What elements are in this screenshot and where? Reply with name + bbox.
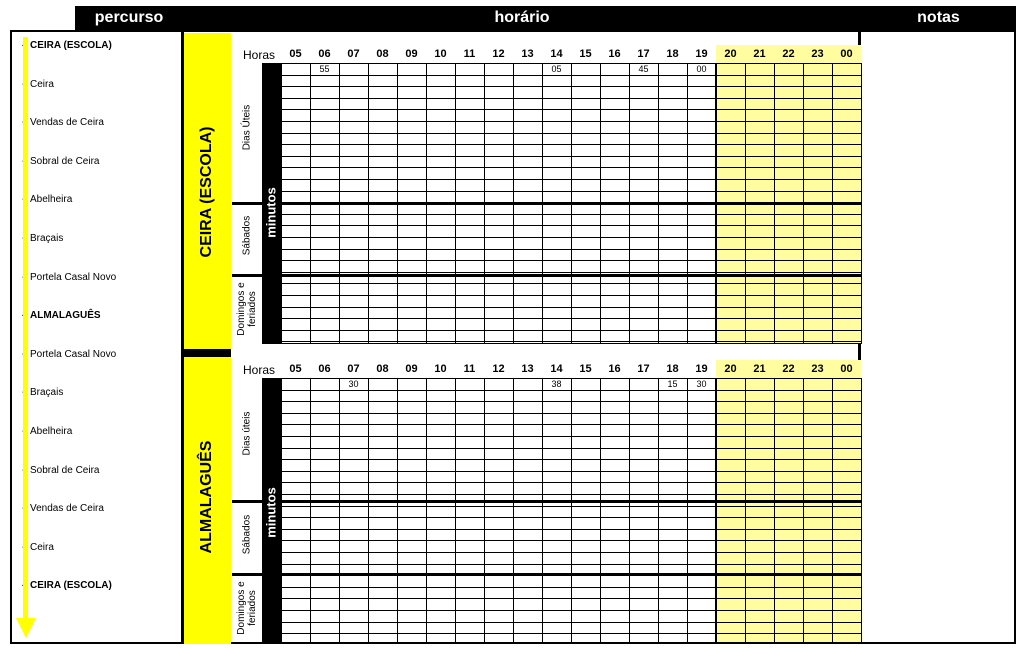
grid-row-line — [281, 86, 861, 87]
hour-header: 20 — [724, 363, 737, 375]
grid-row-line — [281, 529, 861, 530]
hour-header: 07 — [347, 363, 360, 375]
grid-col-line — [339, 378, 340, 643]
hours-label: Horas — [243, 363, 276, 377]
direction-title: CEIRA (ESCOLA) — [198, 126, 215, 258]
hour-header: 12 — [492, 48, 505, 60]
grid-col-line — [368, 378, 369, 643]
stop-name: Sobral de Ceira — [30, 155, 100, 167]
section-separator — [184, 349, 231, 357]
stop-name: Portela Casal Novo — [30, 348, 117, 360]
departure-minute: 15 — [667, 379, 678, 389]
grid-row-line — [281, 167, 861, 168]
route-stop — [22, 310, 101, 321]
grid-col-line — [281, 378, 282, 643]
direction-title: ALMALAGUÊS — [198, 440, 215, 554]
grid-col-line — [803, 378, 804, 643]
hour-header: 05 — [289, 48, 302, 60]
grid-row-line — [281, 98, 861, 99]
stop-name: Sobral de Ceira — [30, 464, 100, 476]
grid-col-line — [600, 378, 601, 643]
route-stop — [22, 233, 63, 244]
grid-row-line — [281, 75, 861, 76]
grid-col-line — [832, 378, 833, 643]
route-arrow-head — [16, 618, 36, 638]
header-notas-label: notas — [917, 9, 960, 26]
grid-row-line — [281, 109, 861, 110]
grid-col-line — [310, 378, 311, 643]
period-separator — [232, 500, 861, 503]
stop-name: Braçais — [30, 233, 64, 244]
header-percurso-label: percurso — [94, 9, 164, 26]
period-label: Domingos e feriados — [236, 282, 258, 336]
hour-header: 14 — [550, 48, 563, 60]
departure-minute: 30 — [348, 379, 359, 389]
hour-header: 21 — [753, 363, 766, 375]
hour-header: 22 — [782, 48, 795, 60]
grid-row-line — [281, 622, 861, 623]
hour-header: 13 — [521, 48, 534, 60]
grid-col-line — [716, 378, 717, 643]
route-stop — [22, 465, 99, 476]
route-stop — [22, 426, 72, 437]
hour-header: 00 — [840, 48, 853, 60]
grid-row-line — [281, 448, 861, 449]
grid-col-line — [513, 378, 514, 643]
grid-col-line — [861, 63, 862, 344]
grid-row-line — [281, 506, 861, 507]
hour-header: 13 — [521, 363, 534, 375]
hour-header: 19 — [695, 48, 708, 60]
route-stop — [22, 580, 112, 591]
grid-row-line — [281, 283, 861, 284]
grid-row-line — [281, 179, 861, 180]
stop-name: Abelheira — [30, 426, 73, 437]
header-horario-label: horário — [494, 9, 550, 26]
grid-row-line — [281, 552, 861, 553]
period-label: Dias Úteis — [241, 104, 253, 150]
grid-row-line — [281, 249, 861, 250]
grid-row-line — [281, 237, 861, 238]
grid-row-line — [281, 587, 861, 588]
period-separator — [232, 573, 861, 576]
period-label: Sábados — [241, 514, 253, 554]
hour-header: 09 — [405, 363, 418, 375]
grid-row-line — [281, 401, 861, 402]
minutos-label: minutos — [263, 487, 279, 538]
route-stop — [22, 117, 104, 128]
grid-col-line — [861, 378, 862, 643]
hour-header: 14 — [550, 363, 563, 375]
grid-row-line — [281, 225, 861, 226]
stop-name: Vendas de Ceira — [30, 117, 104, 129]
route-stop — [22, 156, 99, 167]
departure-minute: 05 — [551, 64, 562, 74]
grid-row-line — [281, 133, 861, 134]
grid-row-line — [281, 494, 861, 495]
grid-row-line — [281, 633, 861, 634]
hour-header: 06 — [318, 48, 331, 60]
grid-col-line — [426, 378, 427, 643]
grid-col-line — [774, 378, 775, 643]
grid-row-line — [281, 307, 861, 308]
grid-row-line — [281, 564, 861, 565]
grid-row-line — [281, 598, 861, 599]
grid-evening-area — [716, 378, 861, 643]
hour-header: 18 — [666, 48, 679, 60]
route-stop — [22, 40, 112, 51]
period-separator — [232, 202, 861, 205]
grid-row-line — [281, 540, 861, 541]
hour-header: 10 — [434, 48, 447, 60]
grid-row-line — [281, 459, 861, 460]
hour-header: 19 — [695, 363, 708, 375]
hour-header: 08 — [376, 48, 389, 60]
route-stop — [22, 349, 116, 360]
route-stop — [22, 503, 104, 514]
stop-name: Ceira — [30, 541, 54, 553]
route-stop — [22, 194, 72, 205]
grid-row-line — [281, 390, 861, 391]
grid-row-line — [281, 156, 861, 157]
hour-header: 05 — [289, 363, 302, 375]
grid-col-line — [687, 378, 688, 643]
grid-row-line — [281, 272, 861, 273]
stop-name: ALMALAGUÊS — [30, 310, 101, 322]
grid-row-line — [281, 318, 861, 319]
grid-row-line — [281, 482, 861, 483]
hour-header: 11 — [463, 363, 476, 375]
hour-header: 08 — [376, 363, 389, 375]
grid-row-line — [281, 341, 861, 342]
hour-header: 09 — [405, 48, 418, 60]
grid-col-line — [455, 378, 456, 643]
hour-header: 11 — [463, 48, 476, 60]
stop-name: Vendas de Ceira — [30, 503, 104, 515]
route-stop — [22, 272, 116, 283]
departure-minute: 30 — [696, 379, 707, 389]
grid-col-line — [745, 378, 746, 643]
grid-row-line — [281, 214, 861, 215]
hour-header: 16 — [608, 48, 621, 60]
hour-header: 21 — [753, 48, 766, 60]
period-label: Sábados — [241, 215, 253, 256]
minutos-label: minutos — [263, 187, 279, 238]
hour-header: 17 — [637, 363, 650, 375]
departure-minute: 00 — [696, 64, 707, 74]
grid-row-line — [281, 295, 861, 296]
grid-col-line — [542, 378, 543, 643]
hour-header: 18 — [666, 363, 679, 375]
hour-header: 00 — [840, 363, 853, 375]
stop-name: Portela Casal Novo — [30, 271, 117, 283]
grid-row-line — [281, 121, 861, 122]
grid-col-line — [397, 378, 398, 643]
hour-header: 23 — [811, 48, 824, 60]
grid-area — [281, 378, 716, 643]
stop-name: Braçais — [30, 387, 64, 399]
header-notas — [861, 6, 1016, 30]
grid-row-line — [281, 330, 861, 331]
grid-row-line — [281, 413, 861, 414]
grid-col-line — [629, 378, 630, 643]
grid-row-line — [281, 424, 861, 425]
route-stop — [22, 387, 63, 398]
stop-name: CEIRA (ESCOLA) — [30, 580, 112, 592]
grid-row-line — [281, 610, 861, 611]
period-label: Domingos e feriados — [236, 581, 258, 635]
header-percurso — [75, 6, 183, 30]
header-horario — [183, 6, 861, 30]
grid-col-line — [484, 378, 485, 643]
hour-header: 20 — [724, 48, 737, 60]
hour-header: 15 — [579, 48, 592, 60]
departure-minute: 45 — [638, 64, 649, 74]
departure-minute: 38 — [551, 379, 562, 389]
stop-name: Abelheira — [30, 194, 73, 206]
period-label: Dias úteis — [241, 411, 253, 456]
grid-row-line — [281, 260, 861, 261]
stop-name: CEIRA (ESCOLA) — [30, 40, 112, 51]
hour-header: 07 — [347, 48, 360, 60]
hour-header: 17 — [637, 48, 650, 60]
grid-col-line — [658, 378, 659, 643]
hour-header: 06 — [318, 363, 331, 375]
stop-name: Ceira — [30, 78, 54, 90]
grid-row-line — [281, 436, 861, 437]
hour-header: 16 — [608, 363, 621, 375]
hour-header: 15 — [579, 363, 592, 375]
grid-row-line — [281, 471, 861, 472]
hours-label: Horas — [243, 48, 276, 62]
grid-row-line — [281, 144, 861, 145]
hour-header: 10 — [434, 363, 447, 375]
hour-header: 22 — [782, 363, 795, 375]
hour-header: 23 — [811, 363, 824, 375]
departure-minute: 55 — [319, 64, 330, 74]
grid-row-line — [281, 517, 861, 518]
grid-row-line — [281, 191, 861, 192]
period-separator — [232, 274, 861, 277]
hour-header: 12 — [492, 363, 505, 375]
grid-col-line — [571, 378, 572, 643]
route-arrow-shaft — [23, 37, 28, 619]
